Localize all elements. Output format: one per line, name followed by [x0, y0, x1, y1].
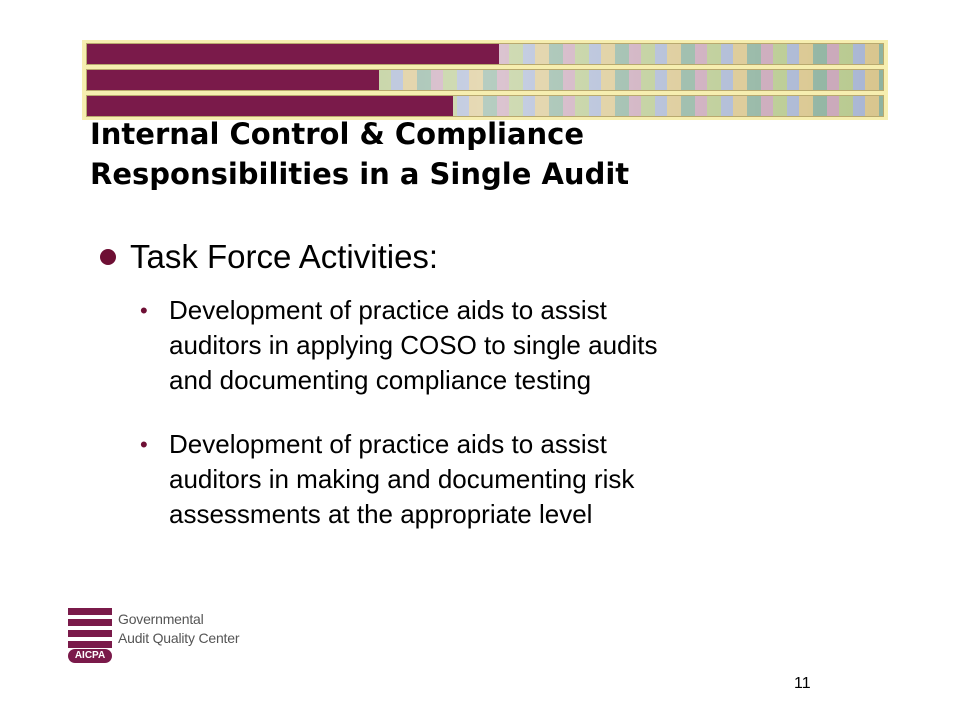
- slide-title-line: Responsibilities in a Single Audit: [90, 157, 630, 191]
- logo-stripe: [68, 641, 112, 648]
- aicpa-badge: AICPA: [68, 649, 112, 663]
- logo-stripe: [68, 619, 112, 626]
- sub-bullet-line: Development of practice aids to assist: [169, 429, 607, 459]
- slide-title-line: Internal Control & Compliance: [90, 117, 585, 151]
- gaqc-logo: [68, 608, 268, 664]
- sub-bullet-line: auditors in making and documenting risk: [169, 464, 635, 494]
- logo-text-line: Audit Quality Center: [118, 630, 240, 646]
- page-number: 11: [794, 675, 811, 692]
- sub-bullet: [140, 427, 840, 532]
- sub-bullet-line: auditors in applying COSO to single audits: [169, 330, 658, 360]
- slide-title: [90, 114, 850, 194]
- logo-stripe: [68, 630, 112, 637]
- banner-bar: [86, 69, 884, 91]
- banner-bar: [86, 43, 884, 65]
- sub-bullet-line: and documenting compliance testing: [169, 365, 592, 395]
- header-banner: [82, 40, 888, 120]
- logo-text-line: Governmental: [118, 611, 204, 627]
- sub-bullet: [140, 293, 840, 398]
- sub-bullet-text: [169, 293, 840, 398]
- sub-bullet-line: assessments at the appropriate level: [169, 499, 593, 529]
- main-bullet: [100, 238, 438, 276]
- main-bullet-text: Task Force Activities:: [130, 238, 439, 275]
- sub-bullet-text: [169, 427, 840, 532]
- sub-bullet-dot-icon: •: [140, 432, 148, 457]
- banner-bar-solid: [87, 70, 379, 90]
- sub-bullet-dot-icon: •: [140, 298, 148, 323]
- banner-bar-solid: [87, 44, 499, 64]
- sub-bullet-line: Development of practice aids to assist: [169, 295, 607, 325]
- bullet-dot-icon: [100, 249, 116, 265]
- banner-bar-solid: [87, 96, 453, 116]
- logo-stripe: [68, 608, 112, 615]
